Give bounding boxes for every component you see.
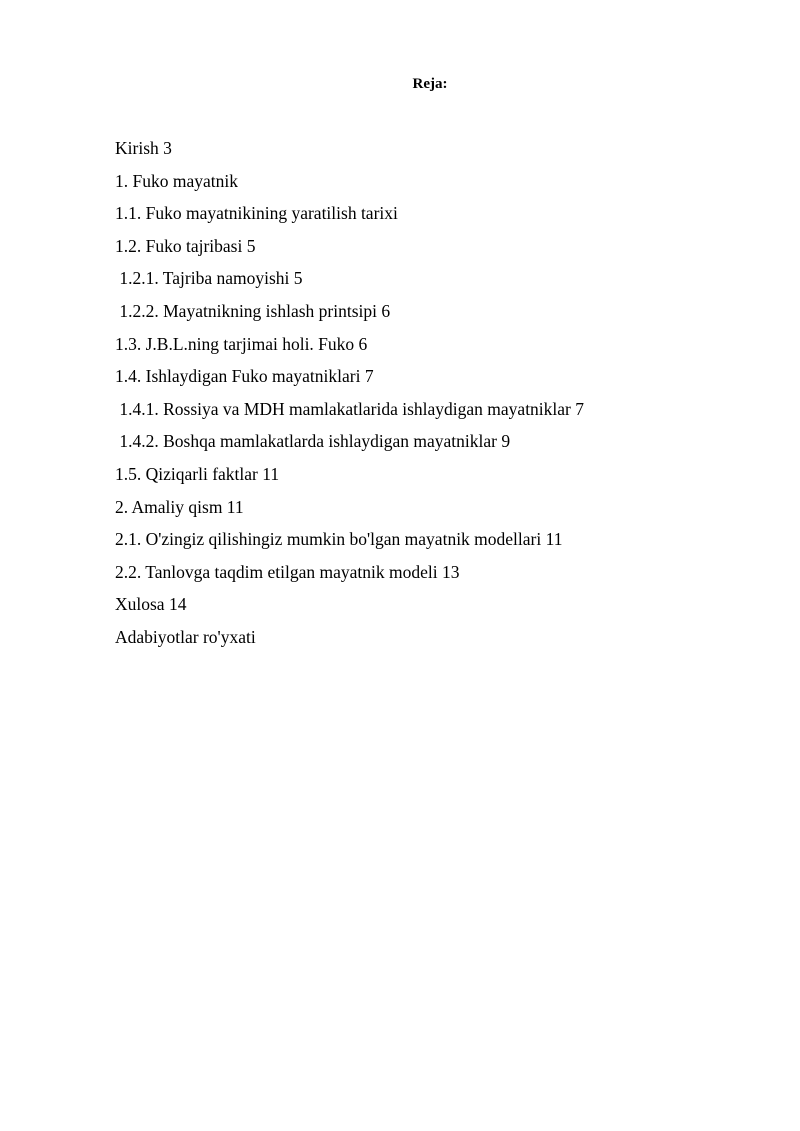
toc-item: 1. Fuko mayatnik (115, 170, 238, 191)
toc-item: Xulosa 14 (115, 594, 187, 615)
toc-item: 1.2.2. Mayatnikning ishlash printsipi 6 (115, 300, 391, 321)
table-of-contents (115, 132, 584, 654)
toc-item: 1.4. Ishlaydigan Fuko mayatniklari 7 (115, 366, 374, 387)
toc-item: 2.2. Tanlovga taqdim etilgan mayatnik modeli 13 (115, 561, 460, 582)
toc-item: 1.4.2. Boshqa mamlakatlarda ishlaydigan mayatniklar 9 (115, 431, 511, 452)
toc-item: 1.5. Qiziqarli faktlar 11 (115, 463, 280, 484)
page-title: Reja: (412, 76, 448, 92)
toc-item: 1.2. Fuko tajribasi 5 (115, 235, 256, 256)
toc-item: 1.3. J.B.L.ning tarjimai holi. Fuko 6 (115, 333, 368, 354)
toc-item: Kirish 3 (115, 138, 172, 158)
toc-item: 2.1. O'zingiz qilishingiz mumkin bo'lgan mayatnik modellari 11 (115, 529, 563, 550)
toc-item: 1.1. Fuko mayatnikining yaratilish tarixi (115, 203, 398, 224)
toc-item: 1.2.1. Tajriba namoyishi 5 (115, 268, 303, 289)
toc-item: 1.4.1. Rossiya va MDH mamlakatlarida ishlaydigan mayatniklar 7 (115, 398, 584, 419)
toc-item: 2. Amaliy qism 11 (115, 496, 244, 517)
toc-item: Adabiyotlar ro'yxati (115, 626, 256, 647)
